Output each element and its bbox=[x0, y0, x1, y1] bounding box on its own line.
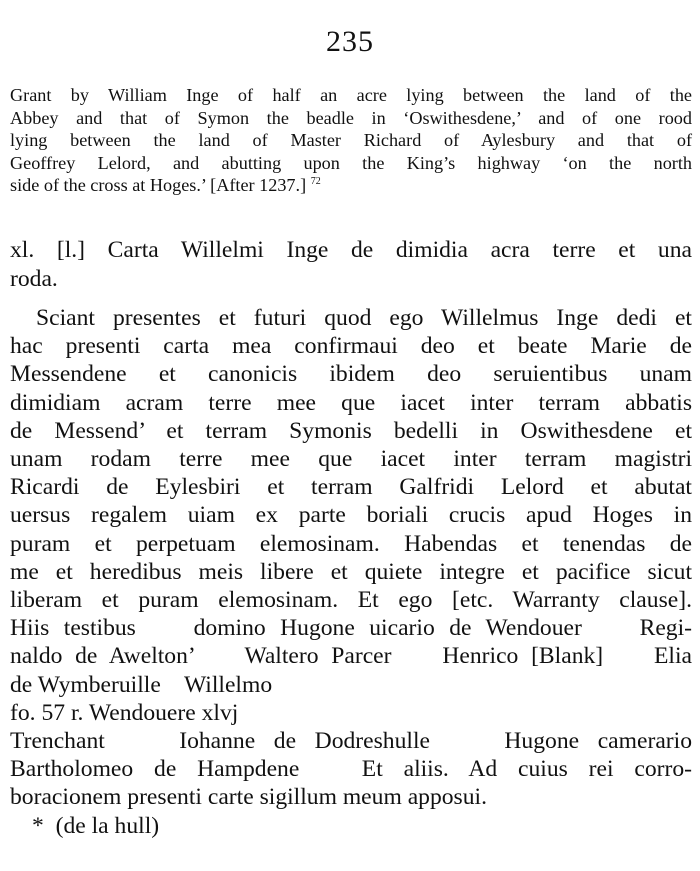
charter-line: Messendene et canonicis ibidem deo seruientibus unam bbox=[10, 361, 692, 388]
summary-line: Abbey and that of Symon the beadle in ‘Oswithesdene,’ and of one rood bbox=[10, 107, 692, 128]
charter-line: dimidiam acram terre mee que iacet inter terram abbatis bbox=[10, 389, 692, 416]
witness-line: Trenchant Iohanne de Dodreshulle Hugone camerario bbox=[10, 728, 692, 755]
summary-line: Grant by William Inge of half an acre lying between the land of the bbox=[10, 85, 692, 105]
summary-line: Geoffrey Lelord, and abutting upon the King’s highway ‘on the north bbox=[10, 152, 692, 173]
charter-line: puram et perpetuam elemosinam. Habendas et tenendas de bbox=[10, 530, 692, 557]
heading-line: roda. bbox=[10, 265, 58, 292]
witness-line: de Wymberuille Willelmo bbox=[10, 671, 273, 698]
charter-line: me et heredibus meis libere et quiete integre et pacifice sicut bbox=[10, 558, 692, 585]
footnote-reference: 72 bbox=[310, 176, 321, 188]
charter-line: liberam et puram elemosinam. Et ego [etc. Warranty clause]. bbox=[10, 587, 692, 614]
charter-line: Ricardi de Eylesbiri et terram Galfridi Lelord et abutat bbox=[10, 474, 692, 501]
folio-reference: fo. 57 r. Wendouere xlvj bbox=[10, 699, 239, 726]
charter-line: unam rodam terre mee que iacet inter terram magistri bbox=[10, 446, 692, 473]
charter-line: uersus regalem uiam ex parte boriali crucis apud Hoges in bbox=[10, 502, 692, 529]
charter-line: Sciant presentes et futuri quod ego Willelmus Inge dedi et bbox=[36, 305, 692, 331]
charter-line: de Messend’ et terram Symonis bedelli in Oswithesdene et bbox=[10, 417, 692, 444]
charter-heading bbox=[10, 236, 692, 293]
witness-line: naldo de Awelton’ Waltero Parcer Henrico [Blank] Elia bbox=[10, 643, 692, 670]
heading-line: xl. [l.] Carta Willelmi Inge de dimidia acra terre et una bbox=[10, 237, 692, 263]
charter-text bbox=[10, 304, 692, 840]
summary-line: side of the cross at Hoges.’ [After 1237.] bbox=[10, 175, 307, 196]
witness-line: Hiis testibus domino Hugone uicario de Wendouer Regi- bbox=[10, 615, 692, 642]
summary-last-line bbox=[10, 174, 692, 197]
page-number: 235 bbox=[326, 25, 374, 58]
english-summary bbox=[10, 84, 692, 197]
charter-line: hac presenti carta mea confirmaui deo et beate Marie de bbox=[10, 333, 692, 360]
charter-line: boracionem presenti carte sigillum meum apposui. bbox=[10, 784, 487, 811]
marginal-note: * (de la hull) bbox=[32, 812, 160, 839]
witness-line: Bartholomeo de Hampdene Et aliis. Ad cuius rei corro- bbox=[10, 756, 692, 783]
summary-line: lying between the land of Master Richard of Aylesbury and that of bbox=[10, 130, 692, 151]
